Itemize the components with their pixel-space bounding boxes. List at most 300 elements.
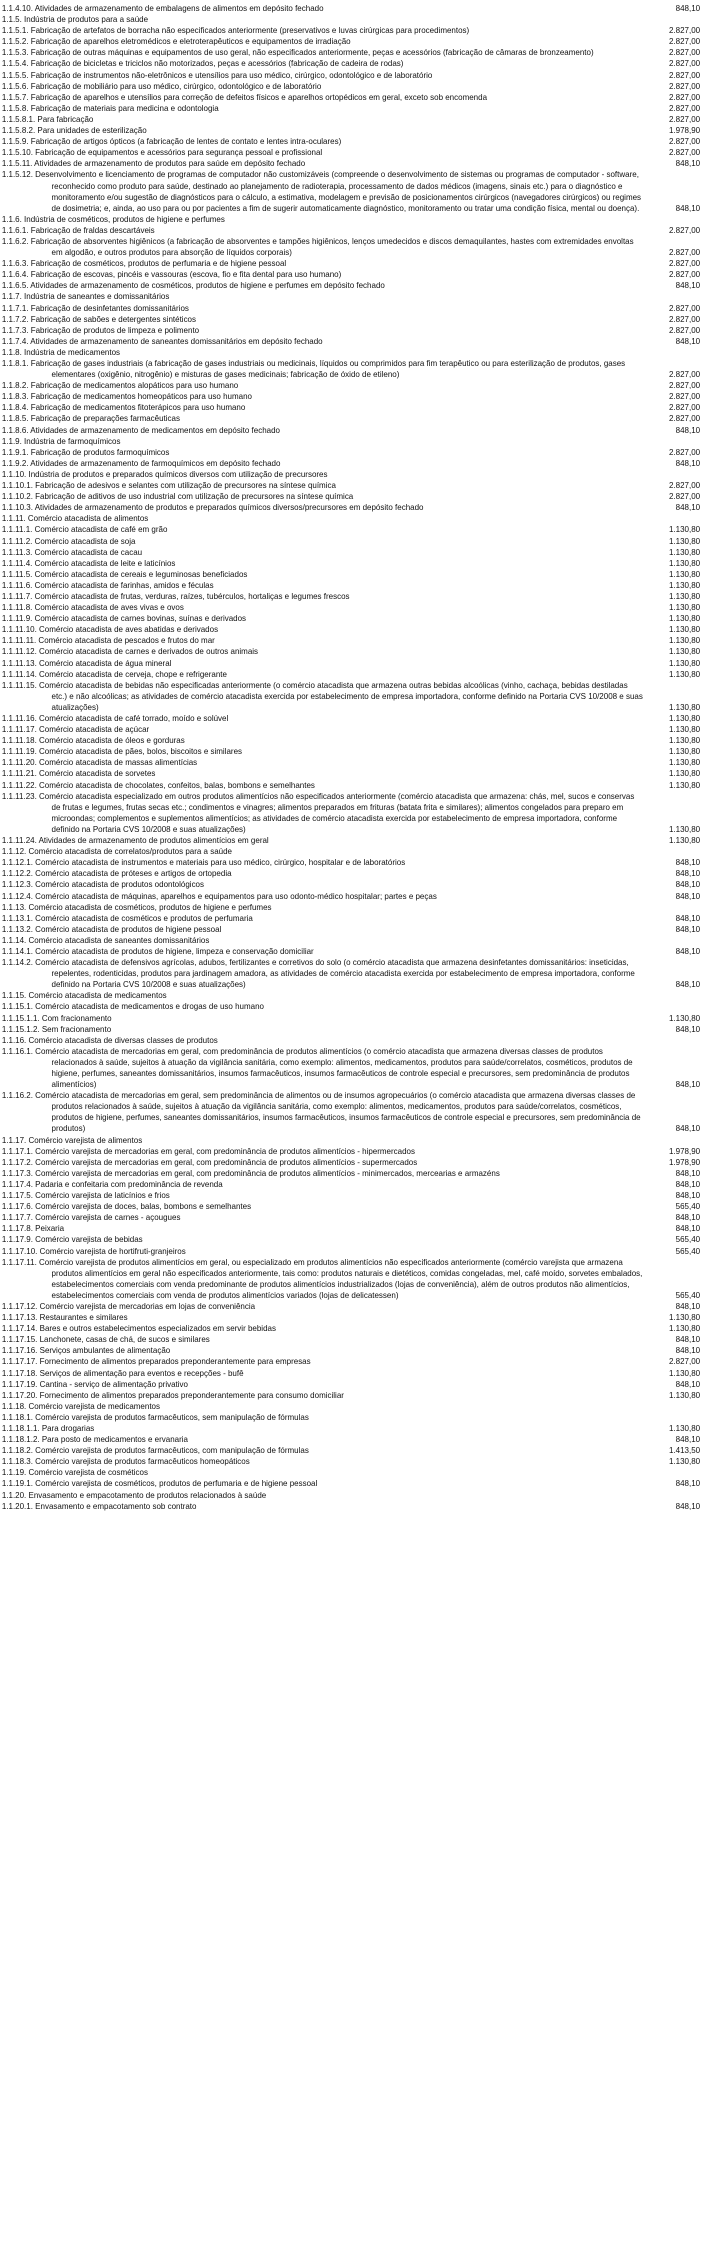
table-row xyxy=(2,214,700,225)
row-fee-value: 1.130,80 xyxy=(668,701,701,712)
row-fee-value: 848,10 xyxy=(675,1123,701,1134)
table-row xyxy=(2,1201,700,1212)
row-fee-value: 848,10 xyxy=(675,879,701,890)
table-row xyxy=(2,81,700,92)
row-description: 1.1.17.12. Comércio varejista de mercadorias em lojas de conveniência xyxy=(1,1300,256,1311)
row-description: 1.1.19. Comércio varejista de cosméticos xyxy=(1,1467,148,1478)
row-description: 1.1.17.7. Comércio varejista de carnes - açougues xyxy=(1,1212,181,1223)
row-fee-value: 1.130,80 xyxy=(668,779,701,790)
row-description: 1.1.17. Comércio varejista de alimentos xyxy=(1,1134,143,1145)
row-fee-value: 1.130,80 xyxy=(668,735,701,746)
row-fee-value: 1.130,80 xyxy=(668,613,701,624)
table-row xyxy=(2,447,700,458)
row-fee-value: 848,10 xyxy=(675,280,701,291)
table-row xyxy=(2,1234,700,1245)
row-description: 1.1.5.8. Fabricação de materiais para medicina e odontologia xyxy=(1,102,219,113)
row-fee-value: 2.827,00 xyxy=(668,324,701,335)
table-row xyxy=(2,258,700,269)
row-description: 1.1.7.2. Fabricação de sabões e detergentes sintéticos xyxy=(1,313,197,324)
row-description: 1.1.11.19. Comércio atacadista de pães, bolos, biscoitos e similares xyxy=(1,746,243,757)
row-fee-value: 1.130,80 xyxy=(668,823,701,834)
table-row xyxy=(2,269,700,280)
table-row xyxy=(2,480,700,491)
table-row xyxy=(2,658,700,669)
row-fee-value: 1.978,90 xyxy=(668,1145,701,1156)
row-description: 1.1.7. Indústria de saneantes e domissanitários xyxy=(1,291,170,302)
table-row xyxy=(2,1301,700,1312)
row-description: 1.1.11.15. Comércio atacadista de bebidas não especificadas anteriormente (o comércio atacadista que armazena outras bebidas alcoólicas (vinho, cachaça, bebidas destiladas etc.) e não alcoólicas; as atividades de comércio atacadista exercida por estabelecimento de empresa importadora, conforme definido na Portaria CVS 10/2008 e suas atualizações) xyxy=(1,679,643,712)
row-fee-value: 1.978,90 xyxy=(668,125,701,136)
table-row xyxy=(2,1001,700,1012)
table-row xyxy=(2,724,700,735)
row-description: 1.1.17.6. Comércio varejista de doces, balas, bombons e semelhantes xyxy=(1,1201,252,1212)
row-fee-value: 848,10 xyxy=(675,158,701,169)
table-row xyxy=(2,990,700,1001)
table-row xyxy=(2,1490,700,1501)
table-row xyxy=(2,1312,700,1323)
table-row xyxy=(2,1046,700,1090)
row-description: 1.1.8. Indústria de medicamentos xyxy=(1,346,121,357)
row-fee-value: 2.827,00 xyxy=(668,69,701,80)
row-description: 1.1.18.1. Comércio varejista de produtos farmacêuticos, sem manipulação de fórmulas xyxy=(1,1411,309,1422)
table-row xyxy=(2,591,700,602)
table-row xyxy=(2,1401,700,1412)
row-fee-value: 848,10 xyxy=(675,3,701,13)
row-description: 1.1.11.1. Comércio atacadista de café em grão xyxy=(1,524,168,535)
row-fee-value: 848,10 xyxy=(675,890,701,901)
row-fee-value: 2.827,00 xyxy=(668,36,701,47)
row-fee-value: 1.130,80 xyxy=(668,835,701,846)
row-description: 1.1.17.14. Bares e outros estabelecimentos especializados em servir bebidas xyxy=(1,1323,276,1334)
row-fee-value: 2.827,00 xyxy=(668,369,701,380)
row-fee-value: 565,40 xyxy=(675,1289,701,1300)
table-row xyxy=(2,957,700,990)
row-description: 1.1.17.16. Serviços ambulantes de alimentação xyxy=(1,1345,171,1356)
table-row xyxy=(2,757,700,768)
row-fee-value: 1.130,80 xyxy=(668,713,701,723)
row-description: 1.1.5.2. Fabricação de aparelhos eletromédicos e eletroterapêuticos e equipamentos de irradiação xyxy=(1,36,351,47)
row-description: 1.1.11.14. Comércio atacadista de cerveja, chope e refrigerante xyxy=(1,668,227,679)
table-row xyxy=(2,1090,700,1134)
table-row xyxy=(2,92,700,103)
row-description: 1.1.15.1.2. Sem fracionamento xyxy=(1,1023,112,1034)
row-description: 1.1.17.8. Peixaria xyxy=(1,1223,65,1234)
row-description: 1.1.17.2. Comércio varejista de mercadorias em geral, com predominância de produtos alimentícios - supermercados xyxy=(1,1156,418,1167)
row-fee-value: 2.827,00 xyxy=(668,102,701,113)
row-fee-value: 848,10 xyxy=(675,1167,701,1178)
row-fee-value: 848,10 xyxy=(675,1178,701,1189)
row-description: 1.1.11.18. Comércio atacadista de óleos e gorduras xyxy=(1,735,185,746)
row-fee-value: 2.827,00 xyxy=(668,402,701,413)
table-row xyxy=(2,857,700,868)
table-row xyxy=(2,1379,700,1390)
table-row xyxy=(2,425,700,436)
row-fee-value: 2.827,00 xyxy=(668,258,701,269)
table-row xyxy=(2,524,700,535)
table-row xyxy=(2,1179,700,1190)
row-fee-value: 2.827,00 xyxy=(668,25,701,36)
row-description: 1.1.16.1. Comércio atacadista de mercadorias em geral, com predominância de produtos alimentícios (o comércio atacadista que armazena diversas classes de produtos relacionados à saúde, sujeitos à atuação da vigilância sanitária, como exemplo: alimentos, medicamentos, produtos para saúde/correlatos, cosméticos, produtos de higiene, perfumes, saneantes domissanitários, insumos farmacêuticos, insumos farmacêuticos de controle especial e precursores, sem predominância de produtos alimentícios) xyxy=(1,1045,633,1090)
table-row xyxy=(2,291,700,302)
row-description: 1.1.20.1. Envasamento e empacotamento sob contrato xyxy=(1,1500,197,1511)
row-fee-value: 2.827,00 xyxy=(668,1356,701,1367)
row-fee-value: 848,10 xyxy=(675,979,701,990)
row-description: 1.1.13.1. Comércio atacadista de cosméticos e produtos de perfumaria xyxy=(1,912,253,923)
row-description: 1.1.18. Comércio varejista de medicamentos xyxy=(1,1400,160,1411)
table-row xyxy=(2,735,700,746)
row-description: 1.1.19.1. Comércio varejista de cosméticos, produtos de perfumaria e de higiene pessoal xyxy=(1,1478,318,1489)
row-description: 1.1.7.4. Atividades de armazenamento de saneantes domissanitários em depósito fechado xyxy=(1,335,323,346)
row-fee-value: 848,10 xyxy=(675,1190,701,1201)
row-fee-value: 2.827,00 xyxy=(668,147,701,158)
table-row xyxy=(2,147,700,158)
row-description: 1.1.8.4. Fabricação de medicamentos fitoterápicos para uso humano xyxy=(1,402,246,413)
row-fee-value: 1.130,80 xyxy=(668,546,701,557)
table-row xyxy=(2,1024,700,1035)
row-fee-value: 848,10 xyxy=(675,857,701,868)
row-description: 1.1.12.1. Comércio atacadista de instrumentos e materiais para uso médico, cirúrgico, hospitalar e de laboratórios xyxy=(1,857,406,868)
row-description: 1.1.6.2. Fabricação de absorventes higiênicos (a fabricação de absorventes e tampões higiênicos, lenços umedecidos e discos demaquilantes, hastes com extremidades envoltas em algodão, e outros produtos para absorção de líquidos corporais) xyxy=(1,235,634,258)
row-fee-value: 2.827,00 xyxy=(668,247,701,258)
row-description: 1.1.6.1. Fabricação de fraldas descartáveis xyxy=(1,224,155,235)
table-row xyxy=(2,1190,700,1201)
row-description: 1.1.18.1.2. Para posto de medicamentos e ervanaria xyxy=(1,1434,189,1445)
row-description: 1.1.11.22. Comércio atacadista de chocolates, confeitos, balas, bombons e semelhantes xyxy=(1,779,315,790)
row-fee-value: 848,10 xyxy=(675,923,701,934)
table-row xyxy=(2,169,700,213)
row-fee-value: 1.130,80 xyxy=(668,1012,701,1023)
table-row xyxy=(2,336,700,347)
row-fee-value: 1.130,80 xyxy=(668,1456,701,1467)
table-row xyxy=(2,236,700,258)
row-fee-value: 848,10 xyxy=(675,1212,701,1223)
row-description: 1.1.5.1. Fabricação de artefatos de borracha não especificados anteriormente (preservativos e luvas cirúrgicas para procedimentos) xyxy=(1,25,470,36)
row-fee-value: 565,40 xyxy=(675,1201,701,1212)
row-description: 1.1.17.17. Fornecimento de alimentos preparados preponderantemente para empresas xyxy=(1,1356,311,1367)
table-row xyxy=(2,713,700,724)
table-row xyxy=(2,347,700,358)
row-description: 1.1.15.1. Comércio atacadista de medicamentos e drogas de uso humano xyxy=(1,1001,264,1012)
row-fee-value: 848,10 xyxy=(675,868,701,879)
table-row xyxy=(2,1157,700,1168)
row-description: 1.1.17.9. Comércio varejista de bebidas xyxy=(1,1234,143,1245)
row-fee-value: 1.130,80 xyxy=(668,590,701,601)
row-fee-value: 848,10 xyxy=(675,457,701,468)
table-row xyxy=(2,680,700,713)
row-description: 1.1.5.8.1. Para fabricação xyxy=(1,113,94,124)
table-row xyxy=(2,1368,700,1379)
table-row xyxy=(2,891,700,902)
table-row xyxy=(2,602,700,613)
table-row xyxy=(2,358,700,380)
row-fee-value: 1.130,80 xyxy=(668,579,701,590)
row-fee-value: 1.130,80 xyxy=(668,635,701,646)
row-description: 1.1.9.1. Fabricação de produtos farmoquímicos xyxy=(1,446,170,457)
row-description: 1.1.11.21. Comércio atacadista de sorvetes xyxy=(1,768,156,779)
row-fee-value: 1.130,80 xyxy=(668,746,701,757)
row-description: 1.1.4.10. Atividades de armazenamento de embalagens de alimentos em depósito fechado xyxy=(1,3,324,13)
table-row xyxy=(2,913,700,924)
row-description: 1.1.8.3. Fabricação de medicamentos homeopáticos para uso humano xyxy=(1,391,252,402)
table-row xyxy=(2,1467,700,1478)
row-description: 1.1.14. Comércio atacadista de saneantes domissanitários xyxy=(1,934,210,945)
table-row xyxy=(2,402,700,413)
table-row xyxy=(2,547,700,558)
table-row xyxy=(2,36,700,47)
row-description: 1.1.17.4. Padaria e confeitaria com predominância de revenda xyxy=(1,1178,223,1189)
table-row xyxy=(2,669,700,680)
row-description: 1.1.10.1. Fabricação de adesivos e selantes com utilização de precursores na síntese química xyxy=(1,480,336,491)
row-description: 1.1.5.8.2. Para unidades de esterilização xyxy=(1,125,147,136)
row-fee-value: 848,10 xyxy=(675,912,701,923)
row-fee-value: 1.130,80 xyxy=(668,768,701,779)
table-row xyxy=(2,25,700,36)
row-fee-value: 2.827,00 xyxy=(668,269,701,280)
table-row xyxy=(2,513,700,524)
row-description: 1.1.17.18. Serviços de alimentação para eventos e recepções - bufê xyxy=(1,1367,244,1378)
row-fee-value: 1.130,80 xyxy=(668,524,701,535)
row-fee-value: 2.827,00 xyxy=(668,91,701,102)
row-fee-value: 1.978,90 xyxy=(668,1156,701,1167)
row-description: 1.1.15.1.1. Com fracionamento xyxy=(1,1012,112,1023)
row-description: 1.1.12.4. Comércio atacadista de máquinas, aparelhos e equipamentos para uso odonto-médico hospitalar; partes e peças xyxy=(1,890,437,901)
row-description: 1.1.16.2. Comércio atacadista de mercadorias em geral, sem predominância de alimentos ou de insumos agropecuários (o comércio atacadista que armazena diversas classes de produtos relacionados à saúde, sujeitos à atuação da vigilância sanitária, como exemplo: alimentos, medicamentos, produtos para saúde/correlatos, cosméticos, produtos de higiene, perfumes, saneantes domissanitários, insumos farmacêuticos, insumos farmacêuticos de controle especial e precursores, sem predominância de produtos) xyxy=(1,1090,641,1134)
row-fee-value: 848,10 xyxy=(675,1300,701,1311)
table-row xyxy=(2,935,700,946)
row-fee-value: 1.130,80 xyxy=(668,757,701,768)
row-description: 1.1.17.10. Comércio varejista de hortifruti-granjeiros xyxy=(1,1245,186,1256)
row-fee-value: 2.827,00 xyxy=(668,302,701,313)
table-row xyxy=(2,1035,700,1046)
row-description: 1.1.11.9. Comércio atacadista de carnes bovinas, suínas e derivados xyxy=(1,613,247,624)
row-fee-value: 1.130,80 xyxy=(668,1312,701,1323)
row-description: 1.1.17.1. Comércio varejista de mercadorias em geral, com predominância de produtos alimentícios - hipermercados xyxy=(1,1145,415,1156)
row-description: 1.1.5.10. Fabricação de equipamentos e acessórios para segurança pessoal e profissional xyxy=(1,147,323,158)
table-row xyxy=(2,1323,700,1334)
row-fee-value: 1.130,80 xyxy=(668,557,701,568)
row-description: 1.1.11.11. Comércio atacadista de pescados e frutos do mar xyxy=(1,635,215,646)
row-description: 1.1.11.20. Comércio atacadista de massas alimentícias xyxy=(1,757,198,768)
row-fee-value: 848,10 xyxy=(675,1334,701,1345)
row-fee-value: 848,10 xyxy=(675,1500,701,1511)
row-fee-value: 848,10 xyxy=(675,424,701,435)
table-row xyxy=(2,136,700,147)
row-description: 1.1.5.5. Fabricação de instrumentos não-eletrônicos e utensílios para uso médico, cirúrgico, odontológico e de laboratório xyxy=(1,69,433,80)
table-row xyxy=(2,158,700,169)
table-row xyxy=(2,1478,700,1489)
row-fee-value: 1.130,80 xyxy=(668,602,701,613)
table-row xyxy=(2,280,700,291)
table-row xyxy=(2,868,700,879)
table-row xyxy=(2,879,700,890)
table-row xyxy=(2,502,700,513)
table-row xyxy=(2,325,700,336)
table-row xyxy=(2,846,700,857)
table-row xyxy=(2,1356,700,1367)
table-row xyxy=(2,314,700,325)
row-description: 1.1.8.6. Atividades de armazenamento de medicamentos em depósito fechado xyxy=(1,424,280,435)
row-description: 1.1.18.2. Comércio varejista de produtos farmacêuticos, com manipulação de fórmulas xyxy=(1,1445,309,1456)
row-fee-value: 848,10 xyxy=(675,1345,701,1356)
table-row xyxy=(2,491,700,502)
row-description: 1.1.14.2. Comércio atacadista de defensivos agrícolas, adubos, fertilizantes e corretivos do solo (o comércio atacadista que armazena desinfetantes domissanitários: inseticidas, repelentes, rodenticidas, produtos para jardinagem amadora, as atividades de comércio atacadista exercida por estabelecimento de empresa importadora, conforme definido na Portaria CVS 10/2008 e suas atualizações) xyxy=(1,957,635,990)
row-fee-value: 1.130,80 xyxy=(668,668,701,679)
table-row xyxy=(2,469,700,480)
table-row xyxy=(2,1212,700,1223)
table-row xyxy=(2,1013,700,1024)
table-row xyxy=(2,1257,700,1301)
row-description: 1.1.11.23. Comércio atacadista especializado em outros produtos alimentícios não especificados anteriormente (comércio atacadista que armazena: chás, mel, sucos e conservas de frutas e legumes, frutas secas etc.; condimentos e vinagres; alimentos preparados em frituras (batata frita e similares); alimentos congelados para preparo em microondas; complementos e suplementos alimentícios; as atividades de comércio atacadista exercida por estabelecimento de empresa importadora, conforme definido na Portaria CVS 10/2008 e suas atualizações) xyxy=(1,790,635,834)
row-description: 1.1.5.9. Fabricação de artigos ópticos (a fabricação de lentes de contato e lentes intra-oculares) xyxy=(1,136,342,147)
row-description: 1.1.16. Comércio atacadista de diversas classes de produtos xyxy=(1,1034,218,1045)
row-description: 1.1.8.5. Fabricação de preparações farmacêuticas xyxy=(1,413,181,424)
table-row xyxy=(2,1135,700,1146)
table-row xyxy=(2,1434,700,1445)
row-fee-value: 2.827,00 xyxy=(668,413,701,424)
table-row xyxy=(2,3,700,14)
table-row xyxy=(2,1390,700,1401)
row-description: 1.1.11.7. Comércio atacadista de frutas, verduras, raízes, tubérculos, hortaliças e legumes frescos xyxy=(1,590,350,601)
table-row xyxy=(2,1334,700,1345)
row-fee-value: 1.130,80 xyxy=(668,657,701,668)
row-fee-value: 848,10 xyxy=(675,1378,701,1389)
row-description: 1.1.10.3. Atividades de armazenamento de produtos e preparados químicos diversos/precursores em depósito fechado xyxy=(1,502,424,513)
row-description: 1.1.17.3. Comércio varejista de mercadorias em geral, com predominância de produtos alimentícios - minimercados, mercearias e armazéns xyxy=(1,1167,500,1178)
row-description: 1.1.15. Comércio atacadista de medicamentos xyxy=(1,990,167,1001)
table-row xyxy=(2,70,700,81)
table-row xyxy=(2,436,700,447)
table-row xyxy=(2,635,700,646)
row-fee-value: 2.827,00 xyxy=(668,491,701,502)
row-description: 1.1.17.11. Comércio varejista de produtos alimentícios em geral, ou especializado em produtos alimentícios não especificados anteriormente (comércio varejista que armazena produtos alimentícios em geral não especificados anteriormente, tais como: produtos naturais e dietéticos, comidas congeladas, mel, café moído, sorvetes embalados, estabelecimentos comerciais com venda predominante de produtos alimentícios industrializados (lojas de conveniência), além de outros produtos não alimentícios, estabelecimentos comerciais com venda de produtos alimentícios variados (lojas de delicatessen) xyxy=(1,1256,643,1300)
row-fee-value: 1.130,80 xyxy=(668,724,701,735)
table-row xyxy=(2,1168,700,1179)
row-fee-value: 2.827,00 xyxy=(668,136,701,147)
table-row xyxy=(2,746,700,757)
table-row xyxy=(2,413,700,424)
row-fee-value: 2.827,00 xyxy=(668,480,701,491)
row-description: 1.1.11.2. Comércio atacadista de soja xyxy=(1,535,136,546)
row-fee-value: 2.827,00 xyxy=(668,58,701,69)
table-row xyxy=(2,1501,700,1512)
table-row xyxy=(2,946,700,957)
table-row xyxy=(2,624,700,635)
row-description: 1.1.5.6. Fabricação de mobiliário para uso médico, cirúrgico, odontológico e de laboratório xyxy=(1,80,322,91)
table-row xyxy=(2,780,700,791)
row-description: 1.1.9. Indústria de farmoquímicos xyxy=(1,435,121,446)
row-fee-value: 1.130,80 xyxy=(668,624,701,635)
row-description: 1.1.5.3. Fabricação de outras máquinas e equipamentos de uso geral, não especificados anteriormente, peças e acessórios (fabricação de câmaras de bronzeamento) xyxy=(1,47,594,58)
row-fee-value: 1.130,80 xyxy=(668,1367,701,1378)
table-row xyxy=(2,1223,700,1234)
row-fee-value: 2.827,00 xyxy=(668,80,701,91)
row-description: 1.1.5. Indústria de produtos para a saúde xyxy=(1,14,149,25)
table-row xyxy=(2,646,700,657)
row-description: 1.1.12.3. Comércio atacadista de produtos odontológicos xyxy=(1,879,205,890)
row-description: 1.1.17.13. Restaurantes e similares xyxy=(1,1312,128,1323)
row-fee-value: 2.827,00 xyxy=(668,313,701,324)
row-description: 1.1.6. Indústria de cosméticos, produtos de higiene e perfumes xyxy=(1,213,225,224)
row-description: 1.1.18.1.1. Para drogarias xyxy=(1,1423,95,1433)
row-description: 1.1.12.2. Comércio atacadista de próteses e artigos de ortopedia xyxy=(1,868,232,879)
row-description: 1.1.17.5. Comércio varejista de laticínios e frios xyxy=(1,1190,170,1201)
row-description: 1.1.11.5. Comércio atacadista de cereais e leguminosas beneficiados xyxy=(1,568,248,579)
table-row xyxy=(2,458,700,469)
row-fee-value: 848,10 xyxy=(675,1478,701,1489)
table-row xyxy=(2,114,700,125)
row-description: 1.1.10.2. Fabricação de aditivos de uso industrial com utilização de precursores na síntese química xyxy=(1,491,354,502)
row-description: 1.1.17.19. Cantina - serviço de alimentação privativo xyxy=(1,1378,188,1389)
row-description: 1.1.7.3. Fabricação de produtos de limpeza e polimento xyxy=(1,324,200,335)
row-fee-value: 1.130,80 xyxy=(668,1389,701,1400)
table-row xyxy=(2,580,700,591)
row-description: 1.1.20. Envasamento e empacotamento de produtos relacionados à saúde xyxy=(1,1489,267,1500)
row-fee-value: 848,10 xyxy=(675,945,701,956)
table-row xyxy=(2,391,700,402)
row-description: 1.1.5.7. Fabricação de aparelhos e utensílios para correção de defeitos físicos e aparelhos ortopédicos em geral, exceto sob encomenda xyxy=(1,91,488,102)
row-description: 1.1.10. Indústria de produtos e preparados químicos diversos com utilização de precursores xyxy=(1,468,328,479)
row-fee-value: 2.827,00 xyxy=(668,224,701,235)
row-description: 1.1.11.13. Comércio atacadista de água mineral xyxy=(1,657,172,668)
row-description: 1.1.11.8. Comércio atacadista de aves vivas e ovos xyxy=(1,602,184,613)
row-description: 1.1.11.6. Comércio atacadista de farinhas, amidos e féculas xyxy=(1,579,214,590)
row-description: 1.1.9.2. Atividades de armazenamento de farmoquímicos em depósito fechado xyxy=(1,457,281,468)
row-fee-value: 2.827,00 xyxy=(668,391,701,402)
row-fee-value: 848,10 xyxy=(675,502,701,513)
table-row xyxy=(2,14,700,25)
row-fee-value: 848,10 xyxy=(675,1434,701,1445)
row-fee-value: 848,10 xyxy=(675,335,701,346)
row-description: 1.1.8.1. Fabricação de gases industriais (a fabricação de gases industriais ou medicinais, líquidos ou comprimidos para fim terapêutico ou para esterilização de produtos, gases elementares (oxigênio, nitrogênio) e misturas de gases medicinais; fabricação de óxido de etileno) xyxy=(1,358,626,380)
row-description: 1.1.11.16. Comércio atacadista de café torrado, moído e solúvel xyxy=(1,713,229,723)
table-row xyxy=(2,58,700,69)
table-row xyxy=(2,536,700,547)
table-row xyxy=(2,1345,700,1356)
row-description: 1.1.11.24. Atividades de armazenamento de produtos alimentícios em geral xyxy=(1,835,269,846)
table-row xyxy=(2,791,700,835)
row-description: 1.1.17.15. Lanchonete, casas de chá, de sucos e similares xyxy=(1,1334,210,1345)
row-fee-value: 1.413,50 xyxy=(668,1445,701,1456)
table-row xyxy=(2,1456,700,1467)
row-fee-value: 848,10 xyxy=(675,1223,701,1234)
row-description: 1.1.6.5. Atividades de armazenamento de cosméticos, produtos de higiene e perfumes em depósito fechado xyxy=(1,280,385,291)
row-description: 1.1.7.1. Fabricação de desinfetantes domissanitários xyxy=(1,302,189,313)
table-row xyxy=(2,924,700,935)
row-description: 1.1.5.4. Fabricação de bicicletas e triciclos não motorizados, peças e acessórios (fabricação de cadeira de rodas) xyxy=(1,58,404,69)
row-description: 1.1.6.4. Fabricação de escovas, pincéis e vassouras (escova, fio e fita dental para uso humano) xyxy=(1,269,342,280)
table-row xyxy=(2,768,700,779)
table-row xyxy=(2,103,700,114)
table-row xyxy=(2,1412,700,1423)
row-description: 1.1.11.10. Comércio atacadista de aves abatidas e derivados xyxy=(1,624,219,635)
row-description: 1.1.14.1. Comércio atacadista de produtos de higiene, limpeza e conservação domiciliar xyxy=(1,945,314,956)
table-row xyxy=(2,1423,700,1434)
table-row xyxy=(2,558,700,569)
row-description: 1.1.17.20. Fornecimento de alimentos preparados preponderantemente para consumo domiciliar xyxy=(1,1389,344,1400)
row-fee-value: 565,40 xyxy=(675,1245,701,1256)
table-row xyxy=(2,835,700,846)
row-fee-value: 1.130,80 xyxy=(668,535,701,546)
row-fee-value: 848,10 xyxy=(675,202,701,213)
table-row xyxy=(2,569,700,580)
table-row xyxy=(2,380,700,391)
table-row xyxy=(2,47,700,58)
row-description: 1.1.11.17. Comércio atacadista de açúcar xyxy=(1,724,150,735)
table-row xyxy=(2,303,700,314)
row-fee-value: 1.130,80 xyxy=(668,1323,701,1334)
row-fee-value: 2.827,00 xyxy=(668,446,701,457)
row-description: 1.1.11. Comércio atacadista de alimentos xyxy=(1,513,149,524)
